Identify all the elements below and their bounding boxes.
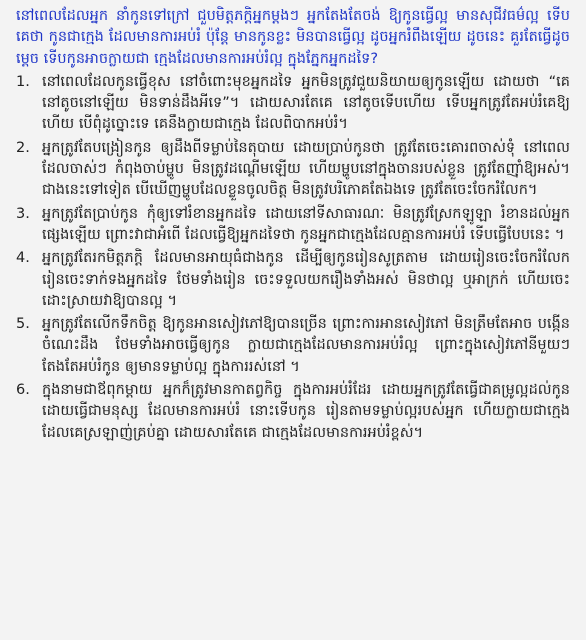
list-item-text: អ្នកត្រូវតែរកមិត្តភក្តិ ដែលមានអាយុធំជាងកូន ដើម្បីឲ្យកូនរៀនសូត្រតាម ដោយរៀនចេះចែករំលែក រៀនចេះទាក់ទងអ្នកដទៃ ថែមទាំងរៀន ចេះទទួលយករឿងទាំងអស់ មិនថាល្អ ឬអាក្រក់ ហើយចេះដោះស្រាយវាឱ្យបានល្អ ។: [42, 250, 570, 309]
intro-paragraph: នៅពេលដែលអ្នក នាំកូនទៅក្រៅ ជួបមិត្តភក្តិអ្នកម្តងៗ អ្នកតែងតែចង់ ឱ្យកូនធ្វើល្អ មានសុជីវធម៌ល្អ ទើបគេថា កូនជាក្មេង ដែលមានការអប់រំ ប៉ុន្តែ មានកូនខ្លះ មិនបានធ្វើល្អ ដូចអ្នករំពឹងឡើយ ដូចនេះ គួរតែធ្វើដូចម្តេច ទើបកូនអាចក្លាយជា ក្មេងដែលមានការអប់រំល្អ ក្នុងភ្នែកអ្នកដទៃ?: [16, 8, 570, 67]
list-item-number: 6.: [16, 382, 30, 399]
list-item-text: នៅពេលដែលកូនធ្វើខុស នៅចំពោះមុខអ្នកដទៃ អ្នកមិនត្រូវជួយនិយាយឲ្យកូនឡើយ ដោយថា “គេនៅតូចនៅឡើយ មិនទាន់ដឹងអីទេ”។ ដោយសារតែគេ នៅតូចទើបហើយ ទើបអ្នកត្រូវតែអប់រំគេឱ្យហើយ បើពុំដូច្នោះទេ គេនឹងក្លាយជាក្មេង ដែលពិបាកអប់រំ។: [42, 73, 570, 133]
list-item-text: អ្នកត្រូវតែលើកទឹកចិត្ត ឱ្យកូនអានសៀវភៅឱ្យបានច្រើន ព្រោះការអានសៀវភៅ មិនត្រឹមតែអាច បង្កើនចំណេះដឹង ថែមទាំងអាចធ្វើឲ្យកូន ក្លាយជាក្មេងដែលមានការអប់រំល្អ ព្រោះក្នុងសៀវភៅនីមួយៗ តែងតែអប់រំកូន ឲ្យមានទម្លាប់ល្អ ក្នុងការរស់នៅ ។: [42, 316, 570, 375]
list-item-number: 4.: [16, 250, 30, 267]
list-item-text: ក្នុងនាមជាឪពុកម្តាយ អ្នកក៏ត្រូវមានកាតព្វកិច្ច ក្នុងការអប់រំដែរ ដោយអ្នកត្រូវតែធ្វើជាគម្រូល្អដល់កូន ដោយធ្វើជាមនុស្ស ដែលមានការអប់រំ នោះទើបកូន រៀនតាមទម្លាប់ល្អរបស់អ្នក ហើយក្លាយជាក្មេង ដែលគេស្រឡាញ់គ្រប់គ្នា ដោយសារតែគេ ជាក្មេងដែលមានការអប់រំខ្ពស់។: [42, 382, 570, 441]
list-item-number: 1.: [16, 73, 30, 90]
list-item: [16, 204, 570, 247]
list-item-number: 5.: [16, 316, 30, 333]
list-item: [16, 380, 570, 444]
list-item: [16, 72, 570, 136]
list-item: [16, 138, 570, 202]
list-item: [16, 248, 570, 312]
list-item-number: 2.: [16, 139, 30, 156]
list-item-text: អ្នកត្រូវតែប្រាប់កូន កុំឲ្យទៅរំខានអ្នកដទៃ ដោយនៅទីសាធារណៈ មិនត្រូវស្រែកឡូឡា រំខានដល់អ្នកផ្សេងឡើយ ព្រោះវាជាអំពើ ដែលធ្វើឱ្យអ្នកដទៃថា កូនអ្នកជាក្មេងដែលគ្មានការអប់រំ ទើបធ្វើបែបនេះ ។: [42, 205, 570, 243]
list-item-number: 3.: [16, 205, 30, 222]
list-item: [16, 314, 570, 378]
list-item-text: អ្នកត្រូវតែបង្រៀនកូន ឲ្យដឹងពីទម្លាប់នៃតុបាយ ដោយប្រាប់កូនថា ត្រូវតែចេះគោរពចាស់ទុំ នៅពេលដែលចាស់ៗ កំពុងចាប់ម្ហូប មិនត្រូវដណ្តើមឡើយ ហើយម្ហូបនៅក្នុងចានរបស់ខ្លួន ត្រូវតែញ៉ាំឱ្យអស់។ ជាងនេះទៅទៀត បើឃើញម្ហូបដែលខ្លួនចូលចិត្ត មិនត្រូវបរិភោគតែឯងទេ ត្រូវតែចេះចែករំលែក។: [42, 139, 570, 199]
